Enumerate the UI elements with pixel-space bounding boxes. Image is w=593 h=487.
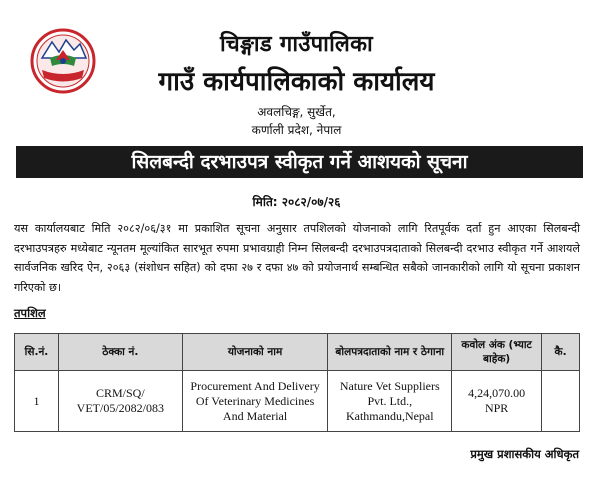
cell-project-name: Procurement And Delivery Of Veterinary Medicines And Material [182, 371, 328, 432]
col-remarks: कै. [542, 334, 580, 371]
col-bidder: बोलपत्रदाताको नाम र ठेगाना [328, 334, 452, 371]
signatory: प्रमुख प्रशासकीय अधिकृत [470, 447, 579, 461]
col-project-name: योजनाको नाम [182, 334, 328, 371]
cell-serial: 1 [15, 371, 59, 432]
details-label: तपशिल [14, 306, 46, 320]
notice-date: मिति: २०८२/०७/२६ [252, 195, 341, 209]
table-row [15, 371, 580, 432]
address-line-2: कर्णाली प्रदेश, नेपाल [251, 123, 342, 137]
col-amount: कवोल अंक (भ्याट बाहेक) [452, 334, 542, 371]
col-serial: सि.नं. [15, 334, 59, 371]
cell-amount: 4,24,070.00 NPR [452, 371, 542, 432]
notice-body: यस कार्यालयबाट मिति २०८२/०६/३१ मा प्रकाशित सूचना अनुसार तपशिलको योजनाको लागि रितपूर्वक दर्ता हुन आएका सिलबन्दी दरभाउपत्रहरु मध्येबाट न्यूनतम मूल्यांकित सारभूत रुपमा प्रभावग्राही निम्न सिलबन्दी दरभाउपत्रदाताको सिलबन्दी दरभाउ स्वीकृत गर्ने आशयले सार्वजनिक खरिद ऐन, २०६३ (संशोधन सहित) को दफा २७ र दफा ४७ को प्रयोजनार्थ सम्बन्धित सबैको जानकारीको लागि यो सूचना प्रकाशन गरिएको छ। [14, 222, 580, 294]
col-contract-no: ठेक्का नं. [58, 334, 182, 371]
award-table [14, 333, 580, 432]
cell-contract-no: CRM/SQ/ VET/05/2082/083 [58, 371, 182, 432]
office-name: चिङ्गाड गाउँपालिका [220, 32, 373, 57]
notice-title: सिलबन्दी दरभाउपत्र स्वीकृत गर्ने आशयको सूचना [16, 146, 583, 178]
address-line-1: अवलचिङ्ग, सुर्खेत, [257, 105, 336, 119]
cell-bidder: Nature Vet Suppliers Pvt. Ltd., Kathmandu,Nepal [328, 371, 452, 432]
table-header-row [15, 334, 580, 371]
cell-remarks [542, 371, 580, 432]
office-title: गाउँ कार्यपालिकाको कार्यालय [158, 67, 435, 97]
